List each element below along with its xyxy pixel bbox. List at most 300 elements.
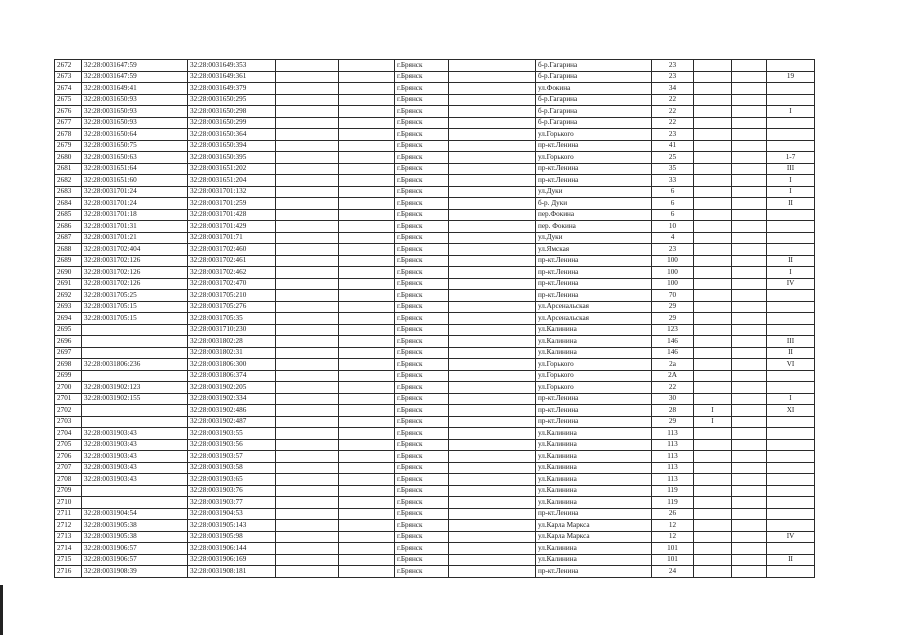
cell-row-number: 2674 [55,83,82,95]
cell-blank-col-4 [276,497,339,509]
cell-premises-number: III [767,336,815,348]
cell-house-number: 113 [652,451,694,463]
table-row [55,451,815,463]
table-row [55,71,815,83]
cell-blank-col-4 [276,393,339,405]
cell-premises-number: III [767,163,815,175]
cell-blank-col-4 [276,439,339,451]
cell-city: г.Брянск [395,566,449,578]
cell-row-number: 2706 [55,451,82,463]
cell-floor-mark [694,255,732,267]
cell-row-number: 2697 [55,347,82,359]
cell-cadastral-number: 32:28:0031701:71 [188,232,276,244]
cell-blank-col-7 [449,462,536,474]
cell-floor-mark [694,462,732,474]
cell-blank-col-5 [339,462,395,474]
cell-blank-col-7 [449,520,536,532]
table-row [55,520,815,532]
cell-blank-col-5 [339,278,395,290]
cell-street: пер.Фокина [536,209,652,221]
cell-premises-number [767,416,815,428]
cell-blank-col-4 [276,117,339,129]
cell-blank-col-11 [732,393,767,405]
cell-blank-col-11 [732,428,767,440]
cell-cadastral-number: 32:28:0031650:394 [188,140,276,152]
cell-row-number: 2672 [55,60,82,72]
cell-blank-col-4 [276,209,339,221]
cell-house-number: 2а [652,359,694,371]
cell-cadastral-number: 32:28:0031908:181 [188,566,276,578]
cell-blank-col-5 [339,439,395,451]
cell-row-number: 2705 [55,439,82,451]
cell-floor-mark [694,163,732,175]
cell-blank-col-11 [732,520,767,532]
cell-street: пр-кт.Ленина [536,566,652,578]
cell-blank-col-4 [276,140,339,152]
cell-street: ул.Калинина [536,428,652,440]
cell-row-number: 2684 [55,198,82,210]
cell-blank-col-4 [276,324,339,336]
cell-floor-mark [694,474,732,486]
cell-blank-col-11 [732,278,767,290]
cell-parent-cadastral-number [82,497,188,509]
cell-blank-col-7 [449,566,536,578]
cell-house-number: 22 [652,106,694,118]
cell-street: ул.Калинина [536,324,652,336]
cell-blank-col-4 [276,278,339,290]
cell-premises-number [767,60,815,72]
cell-house-number: 101 [652,543,694,555]
cell-blank-col-4 [276,94,339,106]
cell-street: ул.Калинина [536,474,652,486]
cell-cadastral-number: 32:28:0031902:486 [188,405,276,417]
cell-blank-col-7 [449,301,536,313]
cell-premises-number [767,566,815,578]
cell-parent-cadastral-number: 32:28:0031903:43 [82,428,188,440]
cell-blank-col-5 [339,485,395,497]
cell-floor-mark [694,221,732,233]
cell-floor-mark [694,290,732,302]
cell-row-number: 2681 [55,163,82,175]
cell-blank-col-4 [276,267,339,279]
cell-street: ул.Дуки [536,232,652,244]
cell-blank-col-7 [449,405,536,417]
cell-city: г.Брянск [395,94,449,106]
cell-floor-mark [694,117,732,129]
cell-house-number: 113 [652,439,694,451]
cell-cadastral-number: 32:28:0031902:334 [188,393,276,405]
cell-floor-mark [694,531,732,543]
cell-city: г.Брянск [395,186,449,198]
cell-floor-mark [694,301,732,313]
cell-blank-col-7 [449,232,536,244]
cell-parent-cadastral-number: 32:28:0031701:31 [82,221,188,233]
cell-street: ул.Калинина [536,462,652,474]
cell-street: ул.Калинина [536,554,652,566]
cell-blank-col-11 [732,221,767,233]
cell-blank-col-11 [732,175,767,187]
cell-blank-col-5 [339,71,395,83]
cell-premises-number [767,140,815,152]
cell-row-number: 2693 [55,301,82,313]
cell-blank-col-5 [339,94,395,106]
cell-city: г.Брянск [395,198,449,210]
cell-cadastral-number: 32:28:0031902:205 [188,382,276,394]
cell-blank-col-7 [449,543,536,555]
cell-premises-number [767,439,815,451]
cell-floor-mark [694,278,732,290]
cell-blank-col-4 [276,60,339,72]
cell-cadastral-number: 32:28:0031806:300 [188,359,276,371]
cell-house-number: 100 [652,278,694,290]
cell-floor-mark [694,520,732,532]
cell-row-number: 2690 [55,267,82,279]
cell-row-number: 2709 [55,485,82,497]
cell-row-number: 2686 [55,221,82,233]
cell-premises-number [767,232,815,244]
cell-house-number: 10 [652,221,694,233]
cell-house-number: 33 [652,175,694,187]
cell-row-number: 2701 [55,393,82,405]
cell-floor-mark [694,451,732,463]
cell-house-number: 35 [652,163,694,175]
cell-street: пер. Фокина [536,221,652,233]
cell-premises-number [767,508,815,520]
cell-cadastral-number: 32:28:0031649:361 [188,71,276,83]
cell-blank-col-4 [276,428,339,440]
cell-cadastral-number: 32:28:0031802:31 [188,347,276,359]
cell-row-number: 2696 [55,336,82,348]
cell-parent-cadastral-number: 32:28:0031903:43 [82,474,188,486]
cell-blank-col-7 [449,244,536,256]
cell-street: ул.Калинина [536,439,652,451]
cell-cadastral-number: 32:28:0031903:55 [188,428,276,440]
cell-house-number: 23 [652,129,694,141]
cell-parent-cadastral-number [82,485,188,497]
cell-cadastral-number: 32:28:0031903:56 [188,439,276,451]
cell-street: б-р.Гагарина [536,117,652,129]
cell-premises-number [767,129,815,141]
cell-parent-cadastral-number: 32:28:0031903:43 [82,462,188,474]
cell-blank-col-4 [276,255,339,267]
cell-blank-col-5 [339,198,395,210]
cell-row-number: 2687 [55,232,82,244]
cell-parent-cadastral-number: 32:28:0031906:57 [82,554,188,566]
cell-street: пр-кт.Ленина [536,278,652,290]
table-row [55,462,815,474]
table-row [55,244,815,256]
cell-blank-col-4 [276,83,339,95]
cell-blank-col-7 [449,451,536,463]
cell-parent-cadastral-number [82,347,188,359]
cell-street: ул.Фокина [536,83,652,95]
cell-street: ул.Карла Маркса [536,520,652,532]
cell-blank-col-7 [449,393,536,405]
cell-blank-col-7 [449,508,536,520]
cell-premises-number [767,94,815,106]
cell-premises-number [767,313,815,325]
cell-house-number: 101 [652,554,694,566]
cell-row-number: 2710 [55,497,82,509]
cell-premises-number: I [767,175,815,187]
cell-blank-col-4 [276,290,339,302]
cell-blank-col-7 [449,83,536,95]
cell-street: ул.Калинина [536,485,652,497]
cell-blank-col-4 [276,71,339,83]
cell-row-number: 2703 [55,416,82,428]
table-row [55,359,815,371]
cell-premises-number: IV [767,531,815,543]
cell-city: г.Брянск [395,543,449,555]
cell-blank-col-4 [276,474,339,486]
cell-row-number: 2692 [55,290,82,302]
cell-blank-col-7 [449,554,536,566]
cell-cadastral-number: 32:28:0031903:65 [188,474,276,486]
cell-city: г.Брянск [395,313,449,325]
cell-floor-mark [694,83,732,95]
cell-house-number: 41 [652,140,694,152]
cell-blank-col-4 [276,232,339,244]
cell-row-number: 2715 [55,554,82,566]
cell-cadastral-number: 32:28:0031705:35 [188,313,276,325]
cell-floor-mark [694,508,732,520]
cell-blank-col-5 [339,336,395,348]
cell-blank-col-5 [339,60,395,72]
cell-blank-col-11 [732,416,767,428]
cell-cadastral-number: 32:28:0031702:461 [188,255,276,267]
cell-blank-col-7 [449,347,536,359]
cell-house-number: 29 [652,301,694,313]
cell-premises-number: II [767,198,815,210]
cell-floor-mark [694,209,732,221]
cell-row-number: 2695 [55,324,82,336]
cell-parent-cadastral-number: 32:28:0031651:60 [82,175,188,187]
cell-premises-number [767,485,815,497]
cell-blank-col-4 [276,543,339,555]
cell-street: ул.Дуки [536,186,652,198]
cell-floor-mark [694,175,732,187]
cell-parent-cadastral-number: 32:28:0031702:126 [82,267,188,279]
cell-city: г.Брянск [395,485,449,497]
cell-floor-mark [694,232,732,244]
cell-blank-col-5 [339,152,395,164]
cell-floor-mark [694,152,732,164]
cell-city: г.Брянск [395,152,449,164]
cell-blank-col-11 [732,566,767,578]
cell-blank-col-11 [732,198,767,210]
cell-blank-col-11 [732,290,767,302]
cell-blank-col-11 [732,232,767,244]
cell-house-number: 28 [652,405,694,417]
cell-street: ул.Арсенальская [536,313,652,325]
cell-parent-cadastral-number: 32:28:0031904:54 [82,508,188,520]
cell-blank-col-11 [732,152,767,164]
cell-cadastral-number: 32:28:0031906:169 [188,554,276,566]
cell-cadastral-number: 32:28:0031802:28 [188,336,276,348]
cell-parent-cadastral-number: 32:28:0031650:93 [82,94,188,106]
cell-blank-col-5 [339,290,395,302]
cell-house-number: 6 [652,186,694,198]
cell-parent-cadastral-number: 32:28:0031702:126 [82,255,188,267]
cell-blank-col-5 [339,175,395,187]
cell-floor-mark [694,106,732,118]
cell-parent-cadastral-number: 32:28:0031650:64 [82,129,188,141]
cell-floor-mark [694,347,732,359]
cell-street: ул.Горького [536,382,652,394]
cell-blank-col-7 [449,209,536,221]
cell-blank-col-11 [732,255,767,267]
cell-blank-col-11 [732,382,767,394]
cell-street: б-р.Гагарина [536,60,652,72]
cell-blank-col-7 [449,278,536,290]
scan-edge-mark [0,585,3,635]
cell-blank-col-5 [339,566,395,578]
cell-cadastral-number: 32:28:0031702:470 [188,278,276,290]
cell-cadastral-number: 32:28:0031701:429 [188,221,276,233]
cell-blank-col-11 [732,163,767,175]
table-row [55,393,815,405]
cell-row-number: 2680 [55,152,82,164]
cell-cadastral-number: 32:28:0031701:132 [188,186,276,198]
cell-blank-col-7 [449,106,536,118]
cell-blank-col-5 [339,83,395,95]
cell-cadastral-number: 32:28:0031903:58 [188,462,276,474]
cell-premises-number: II [767,347,815,359]
cell-parent-cadastral-number [82,416,188,428]
cell-premises-number [767,543,815,555]
table-row [55,405,815,417]
cell-city: г.Брянск [395,232,449,244]
cell-parent-cadastral-number: 32:28:0031647:59 [82,60,188,72]
cell-floor-mark [694,324,732,336]
cell-city: г.Брянск [395,554,449,566]
table-row [55,566,815,578]
cell-row-number: 2677 [55,117,82,129]
cell-city: г.Брянск [395,359,449,371]
cell-blank-col-11 [732,129,767,141]
cell-blank-col-11 [732,485,767,497]
cell-street: ул.Калинина [536,336,652,348]
table-row [55,152,815,164]
cell-premises-number: VI [767,359,815,371]
table-row [55,439,815,451]
table-row [55,232,815,244]
cell-blank-col-5 [339,313,395,325]
cell-blank-col-7 [449,474,536,486]
cell-premises-number [767,370,815,382]
cell-blank-col-5 [339,301,395,313]
table-row [55,324,815,336]
cell-blank-col-4 [276,163,339,175]
cell-row-number: 2689 [55,255,82,267]
cell-blank-col-5 [339,451,395,463]
cell-row-number: 2682 [55,175,82,187]
cell-blank-col-5 [339,255,395,267]
cell-house-number: 119 [652,497,694,509]
cell-street: ул.Калинина [536,497,652,509]
cell-blank-col-5 [339,232,395,244]
cell-floor-mark [694,129,732,141]
table-body [55,60,815,578]
cell-house-number: 4 [652,232,694,244]
cell-cadastral-number: 32:28:0031702:460 [188,244,276,256]
table-row [55,278,815,290]
cell-premises-number: 1-7 [767,152,815,164]
cell-floor-mark [694,336,732,348]
cell-blank-col-4 [276,186,339,198]
cell-city: г.Брянск [395,163,449,175]
cell-row-number: 2699 [55,370,82,382]
cell-parent-cadastral-number: 32:28:0031903:43 [82,439,188,451]
cell-premises-number: I [767,393,815,405]
cell-premises-number [767,462,815,474]
cell-blank-col-7 [449,485,536,497]
cell-blank-col-11 [732,94,767,106]
table-row [55,221,815,233]
cell-blank-col-5 [339,244,395,256]
cell-house-number: 30 [652,393,694,405]
cell-house-number: 6 [652,198,694,210]
cell-floor-mark [694,370,732,382]
cell-blank-col-5 [339,267,395,279]
cell-cadastral-number: 32:28:0031650:395 [188,152,276,164]
cell-row-number: 2704 [55,428,82,440]
cell-city: г.Брянск [395,347,449,359]
table-row [55,94,815,106]
table-row [55,428,815,440]
table-row [55,313,815,325]
cell-street: пр-кт.Ленина [536,267,652,279]
cell-blank-col-7 [449,324,536,336]
cell-floor-mark [694,428,732,440]
cell-city: г.Брянск [395,336,449,348]
cell-premises-number [767,520,815,532]
cell-cadastral-number: 32:28:0031903:57 [188,451,276,463]
cell-parent-cadastral-number: 32:28:0031905:38 [82,531,188,543]
cell-floor-mark [694,140,732,152]
cell-blank-col-11 [732,140,767,152]
cell-row-number: 2685 [55,209,82,221]
cell-cadastral-number: 32:28:0031701:428 [188,209,276,221]
cell-blank-col-11 [732,301,767,313]
cell-premises-number [767,474,815,486]
cell-city: г.Брянск [395,129,449,141]
cell-blank-col-11 [732,71,767,83]
cell-cadastral-number: 32:28:0031701:259 [188,198,276,210]
table-row [55,255,815,267]
cell-premises-number [767,497,815,509]
table-row [55,163,815,175]
cell-parent-cadastral-number [82,336,188,348]
cell-cadastral-number: 32:28:0031905:98 [188,531,276,543]
cell-blank-col-4 [276,520,339,532]
cell-premises-number: II [767,255,815,267]
cell-blank-col-11 [732,451,767,463]
cell-house-number: 22 [652,94,694,106]
cell-floor-mark: I [694,416,732,428]
cell-row-number: 2675 [55,94,82,106]
cell-cadastral-number: 32:28:0031649:379 [188,83,276,95]
cell-row-number: 2694 [55,313,82,325]
cell-blank-col-11 [732,439,767,451]
cell-blank-col-4 [276,405,339,417]
cell-street: ул.Арсенальская [536,301,652,313]
cell-blank-col-7 [449,129,536,141]
cell-blank-col-5 [339,474,395,486]
cell-blank-col-7 [449,439,536,451]
cell-house-number: 23 [652,244,694,256]
cell-street: ул.Горького [536,129,652,141]
